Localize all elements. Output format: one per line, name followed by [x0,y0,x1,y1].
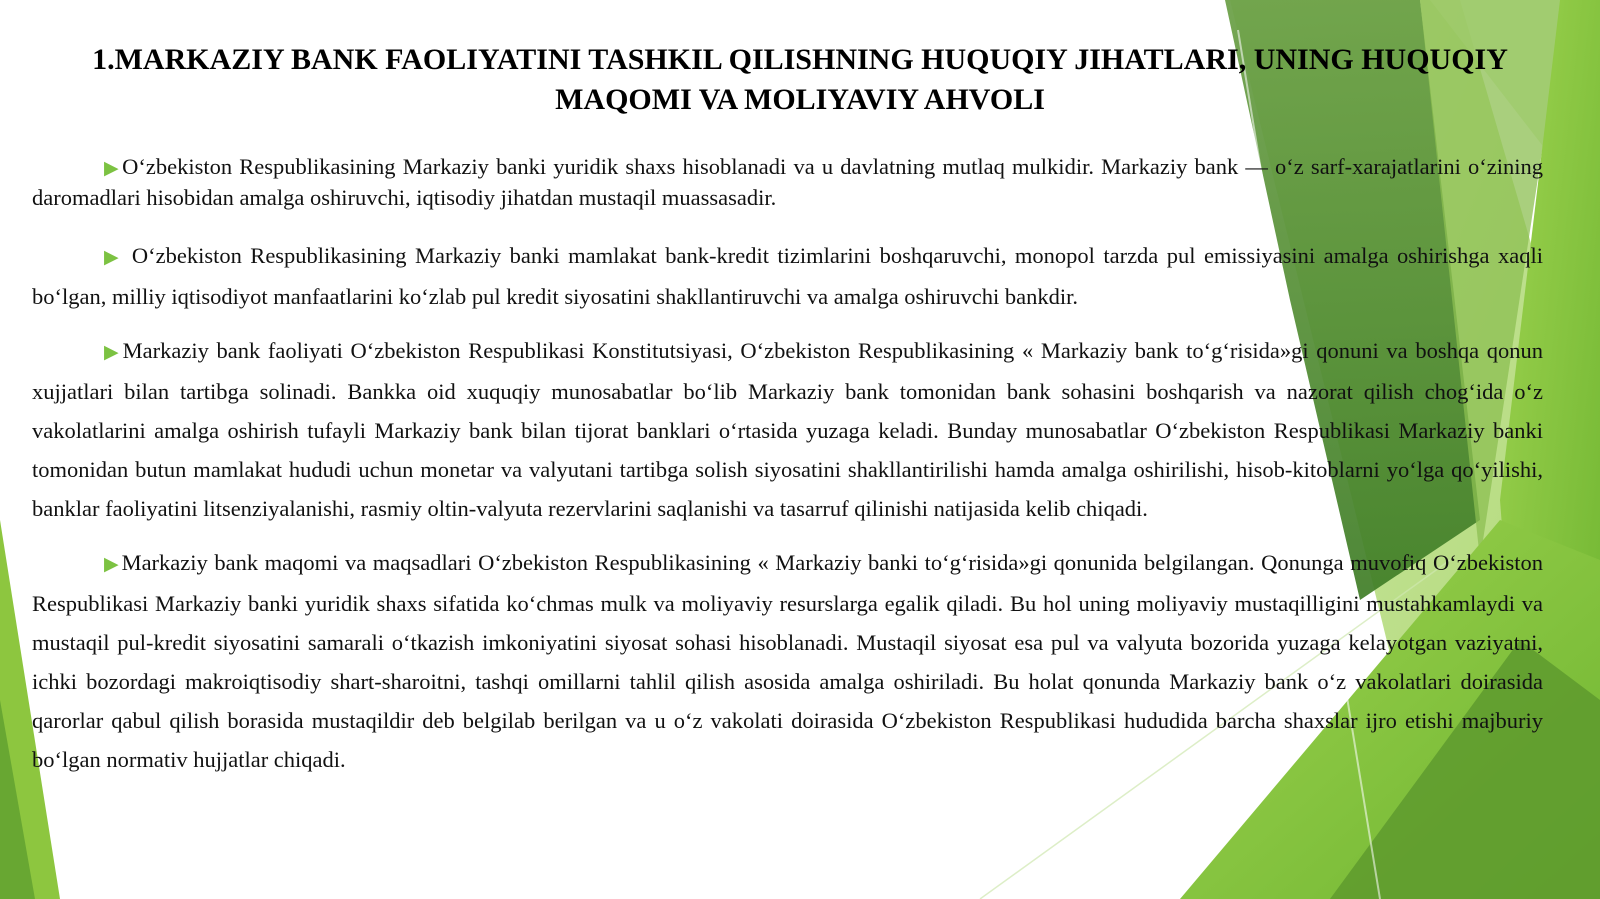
triangle-bullet-icon: ▶ [104,247,122,268]
paragraph-4-text: Markaziy bank maqomi va maqsadlari O‘zbekiston Respublikasining « Markaziy banki to‘g‘risida»gi qonunida belgilangan. Qonunga muvofiq O‘zbekiston Respublikasi Markaziy banki yuridik shaxs sifatida ko‘chmas mulk va moliyaviy resurslarga egalik qiladi. Bu hol uning moliyaviy mustaqilligini mustahkamlaydi va mustaqil pul-kredit siyosatini samarali o‘tkazish imkoniyatini siyosat sohasi hisoblanadi. Mustaqil siyosat esa pul va valyuta bozorida yuzaga kelayotgan vaziyatni, ichki bozordagi makroiqtisodiy shart-sharoitni, tashqi omillarni tahlil qilish asosida amalga oshiriladi. Bu holat qonunda Markaziy bank o‘z vakolatlari doirasida qarorlar qabul qilish borasida mustaqildir deb belgilab berilgan va u o‘z vakolati doirasida O‘zbekiston Respublikasi hududida barcha shaxslar ijro etishi majburiy bo‘lgan normativ hujjatlar chiqadi. [32,550,1543,772]
paragraph-1-text: O‘zbekiston Respublikasining Markaziy banki yuridik shaxs hisoblanadi va u davlatning mutlaq mulkidir. Markaziy bank — o‘z sarf-xarajatlarini o‘zining daromadlari hisobidan amalga oshiruvchi, iqtisodiy jihatdan mustaqil muassasadir. [32,154,1543,210]
paragraph-4 [32,543,1543,779]
paragraph-3 [32,331,1543,528]
paragraph-3-text: Markaziy bank faoliyati O‘zbekiston Respublikasi Konstitutsiyasi, O‘zbekiston Respublikasining « Markaziy bank to‘g‘risida»gi qonuni va boshqa qonun xujjatlari bilan tartibga solinadi. Bankka oid xuquqiy munosabatlar bo‘lib Markaziy bank tomonidan bank sohasini boshqarish va nazorat qilish chog‘ida o‘z vakolatlarini amalga oshirish tufayli Markaziy bank bilan tijorat banklari o‘rtasida yuzaga keladi. Bunday munosabatlar O‘zbekiston Respublikasi Markaziy banki tomonidan butun mamlakat hududi uchun monetar va valyutani tartibga solish siyosatini shakllantirilishi hamda amalga oshirilishi, hisob-kitoblarni yo‘lga qo‘yilishi, banklar faoliyatini litsenziyalanishi, rasmiy oltin-valyuta rezervlarini saqlanishi va tasarruf qilinishi natijasida kelib chiqadi. [32,338,1543,521]
paragraph-1 [32,152,1543,212]
triangle-bullet-icon: ▶ [104,158,121,179]
slide-body [32,152,1543,779]
slide-title: 1.MARKAZIY BANK FAOLIYATINI TASHKIL QILISHNING HUQUQIY JIHATLARI, UNING HUQUQIY MAQOMI VA MOLIYAVIY AHVOLI [92,43,1508,116]
triangle-bullet-icon: ▶ [104,342,121,363]
paragraph-2 [32,236,1543,316]
paragraph-2-text: O‘zbekiston Respublikasining Markaziy banki mamlakat bank-kredit tizimlarini boshqaruvchi, monopol tarzda pul emissiyasini amalga oshirishga xaqli bo‘lgan, milliy iqtisodiyot manfaatlarini ko‘zlab pul kredit siyosatini shakllantiruvchi va amalga oshiruvchi bankdir. [32,243,1543,309]
triangle-bullet-icon: ▶ [104,554,120,575]
